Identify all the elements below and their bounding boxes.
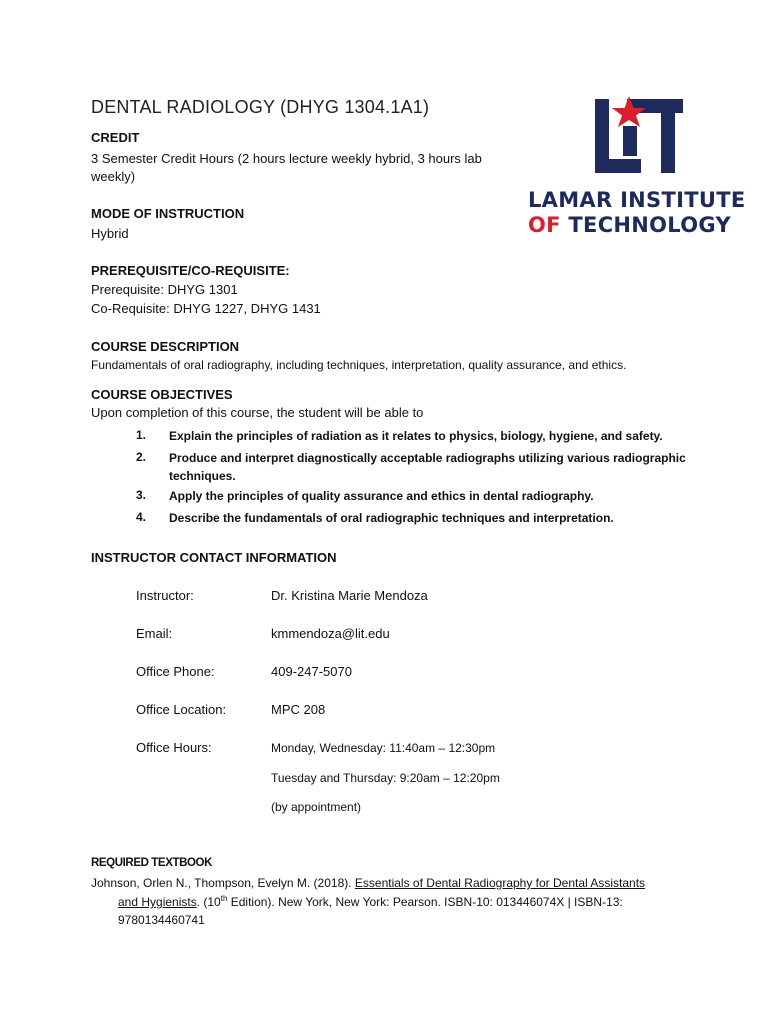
course-title: DENTAL RADIOLOGY (DHYG 1304.1A1) — [91, 97, 430, 117]
logo-line-1: LAMAR INSTITUTE — [528, 188, 746, 212]
objective-text: Apply the principles of quality assurance and ethics in dental radiography. — [169, 489, 594, 503]
mode-heading: MODE OF INSTRUCTION — [91, 206, 245, 221]
office-hours-line-1: Monday, Wednesday: 11:40am – 12:30pm — [271, 741, 496, 755]
contact-label: Office Phone: — [136, 664, 215, 679]
description-text: Fundamentals of oral radiography, including techniques, interpretation, quality assurance, and ethics. — [91, 358, 627, 372]
textbook-citation-line-2 — [118, 894, 623, 909]
textbook-title-cont: and Hygienists — [118, 895, 197, 909]
email-link[interactable]: kmmendoza@lit.edu — [271, 626, 390, 641]
logo-line-2 — [528, 213, 731, 237]
contact-label: Instructor: — [136, 588, 194, 603]
objective-text: Describe the fundamentals of oral radiographic techniques and interpretation. — [169, 511, 614, 525]
textbook-authors: Johnson, Orlen N., Thompson, Evelyn M. (2018). — [91, 876, 355, 890]
logo-technology: TECHNOLOGY — [560, 213, 731, 237]
objective-text: Produce and interpret diagnostically acceptable radiographs utilizing various radiographic techniques. — [169, 451, 686, 483]
objective-number: 4. — [136, 510, 147, 524]
office-hours-line-3: (by appointment) — [271, 800, 362, 814]
prereq-heading: PREREQUISITE/CO-REQUISITE: — [91, 263, 290, 278]
contact-label: Email: — [136, 626, 173, 641]
contact-heading: INSTRUCTOR CONTACT INFORMATION — [91, 550, 337, 565]
office-hours-line-2: Tuesday and Thursday: 9:20am – 12:20pm — [271, 771, 500, 785]
mode-value: Hybrid — [91, 226, 129, 241]
objectives-heading: COURSE OBJECTIVES — [91, 387, 233, 402]
office-location: MPC 208 — [271, 702, 326, 717]
textbook-heading: REQUIRED TEXTBOOK — [91, 857, 212, 869]
logo-of: OF — [528, 213, 561, 237]
credit-line-1: 3 Semester Credit Hours (2 hours lecture weekly hybrid, 3 hours lab — [91, 151, 482, 166]
description-heading: COURSE DESCRIPTION — [91, 339, 240, 354]
prereq-line-2: Co-Requisite: DHYG 1227, DHYG 1431 — [91, 301, 321, 316]
textbook-publisher: Edition). New York, New York: Pearson. ISBN-10: 013446074X | ISBN-13: — [227, 895, 623, 909]
textbook-edition-sup: th — [220, 894, 228, 903]
textbook-isbn: 9780134460741 — [118, 913, 205, 927]
objectives-intro: Upon completion of this course, the student will be able to — [91, 405, 424, 420]
credit-heading: CREDIT — [91, 130, 140, 145]
contact-label: Office Location: — [136, 702, 227, 717]
objective-number: 3. — [136, 488, 147, 502]
prereq-line-1: Prerequisite: DHYG 1301 — [91, 282, 238, 297]
objective-text: Explain the principles of radiation as it relates to physics, biology, hygiene, and safety. — [169, 429, 663, 443]
textbook-edition-pre: . (10 — [196, 895, 221, 909]
objective-number: 2. — [136, 450, 147, 464]
contact-label: Office Hours: — [136, 740, 212, 755]
lit-logo — [525, 96, 746, 237]
textbook-citation-line-1 — [91, 876, 645, 890]
textbook-title: Essentials of Dental Radiography for Dental Assistants — [354, 876, 646, 890]
office-phone: 409-247-5070 — [271, 664, 352, 679]
objective-number: 1. — [136, 428, 147, 442]
credit-line-2: weekly) — [91, 169, 136, 184]
instructor-name: Dr. Kristina Marie Mendoza — [271, 588, 428, 603]
